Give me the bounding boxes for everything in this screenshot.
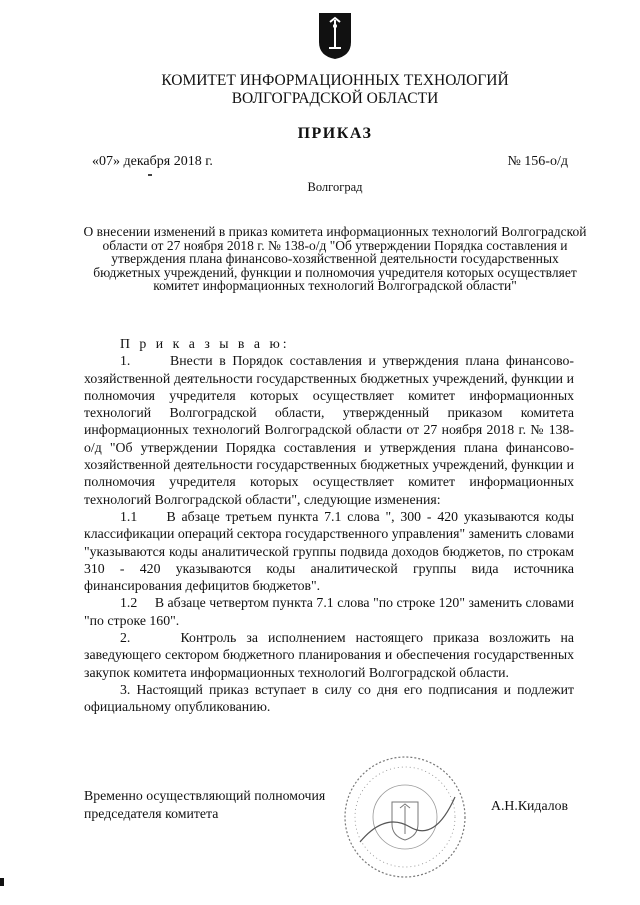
decree-heading: П р и к а з ы в а ю: (120, 336, 290, 351)
organization-line-2: ВОЛГОГРАДСКОЙ ОБЛАСТИ (231, 90, 439, 107)
paragraph-1-1: 1.1 В абзаце третьем пункта 7.1 слова ", 300 - 420 указываются коды классификации операций сектора государственного управления" заменить словами "указываются коды аналитической группы подвида доходов бюджетов, по строкам 310 - 420 указываются коды аналитической группы вида источника финансирования дефицитов бюджетов". (84, 508, 574, 594)
signatory-position (84, 787, 354, 823)
document-city: Волгоград (307, 180, 363, 194)
paragraph-3: 3. Настоящий приказ вступает в силу со дня его подписания и подлежит официальному опубликованию. (84, 681, 574, 715)
organization-line-1: КОМИТЕТ ИНФОРМАЦИОННЫХ ТЕХНОЛОГИЙ (161, 72, 509, 89)
organization-name (60, 72, 610, 108)
document-number: № 156-о/д (507, 154, 568, 169)
signatory-position-line-2: председателя комитета (84, 806, 219, 821)
signatory-name: А.Н.Кидалов (491, 798, 568, 813)
paragraph-1-2: 1.2 В абзаце четвертом пункта 7.1 слова "по строке 120" заменить словами "по строке 160". (84, 595, 574, 628)
document-type: ПРИКАЗ (297, 125, 373, 142)
document-date: «07» декабря 2018 г. (92, 154, 213, 169)
official-seal-icon (340, 752, 470, 882)
signatory-position-line-1: Временно осуществляющий полномочия (84, 788, 326, 803)
paragraph-1: 1. Внести в Порядок составления и утверждения плана финансово-хозяйственной деятельности государственных бюджетных учреждений, функции и полномочия учредителя которых осуществляет комитет информационных технологий Волгоградской области, утвержденный приказом комитета информационных технологий Волгоградской области от 27 ноября 2018 г. № 138-о/д "Об утверждении Порядка составления и утверждения плана финансово-хозяйственной деятельности государственных бюджетных учреждений, функции и полномочия учредителя которых осуществляет комитет информационных технологий Волгоградской области", следующие изменения: (84, 353, 574, 507)
scan-mark (148, 174, 152, 176)
paragraph-2: 2. Контроль за исполнением настоящего приказа возложить на заведующего сектором бюджетного планирования и обеспечения государственных закупок комитета информационных технологий Волгоградской области. (84, 630, 574, 680)
scan-edge-mark (0, 878, 4, 886)
coat-of-arms-icon (318, 12, 352, 60)
document-body (84, 335, 574, 716)
document-subject: О внесении изменений в приказ комитета информационных технологий Волгоградской области от 27 ноября 2018 г. № 138-о/д "Об утверждении Порядка составления и утверждения плана финансово-хозяйственной деятельности государственных бюджетных учреждений, функции и полномочия учредителя которых осуществляет комитет информационных технологий Волгоградской области" (83, 224, 587, 294)
